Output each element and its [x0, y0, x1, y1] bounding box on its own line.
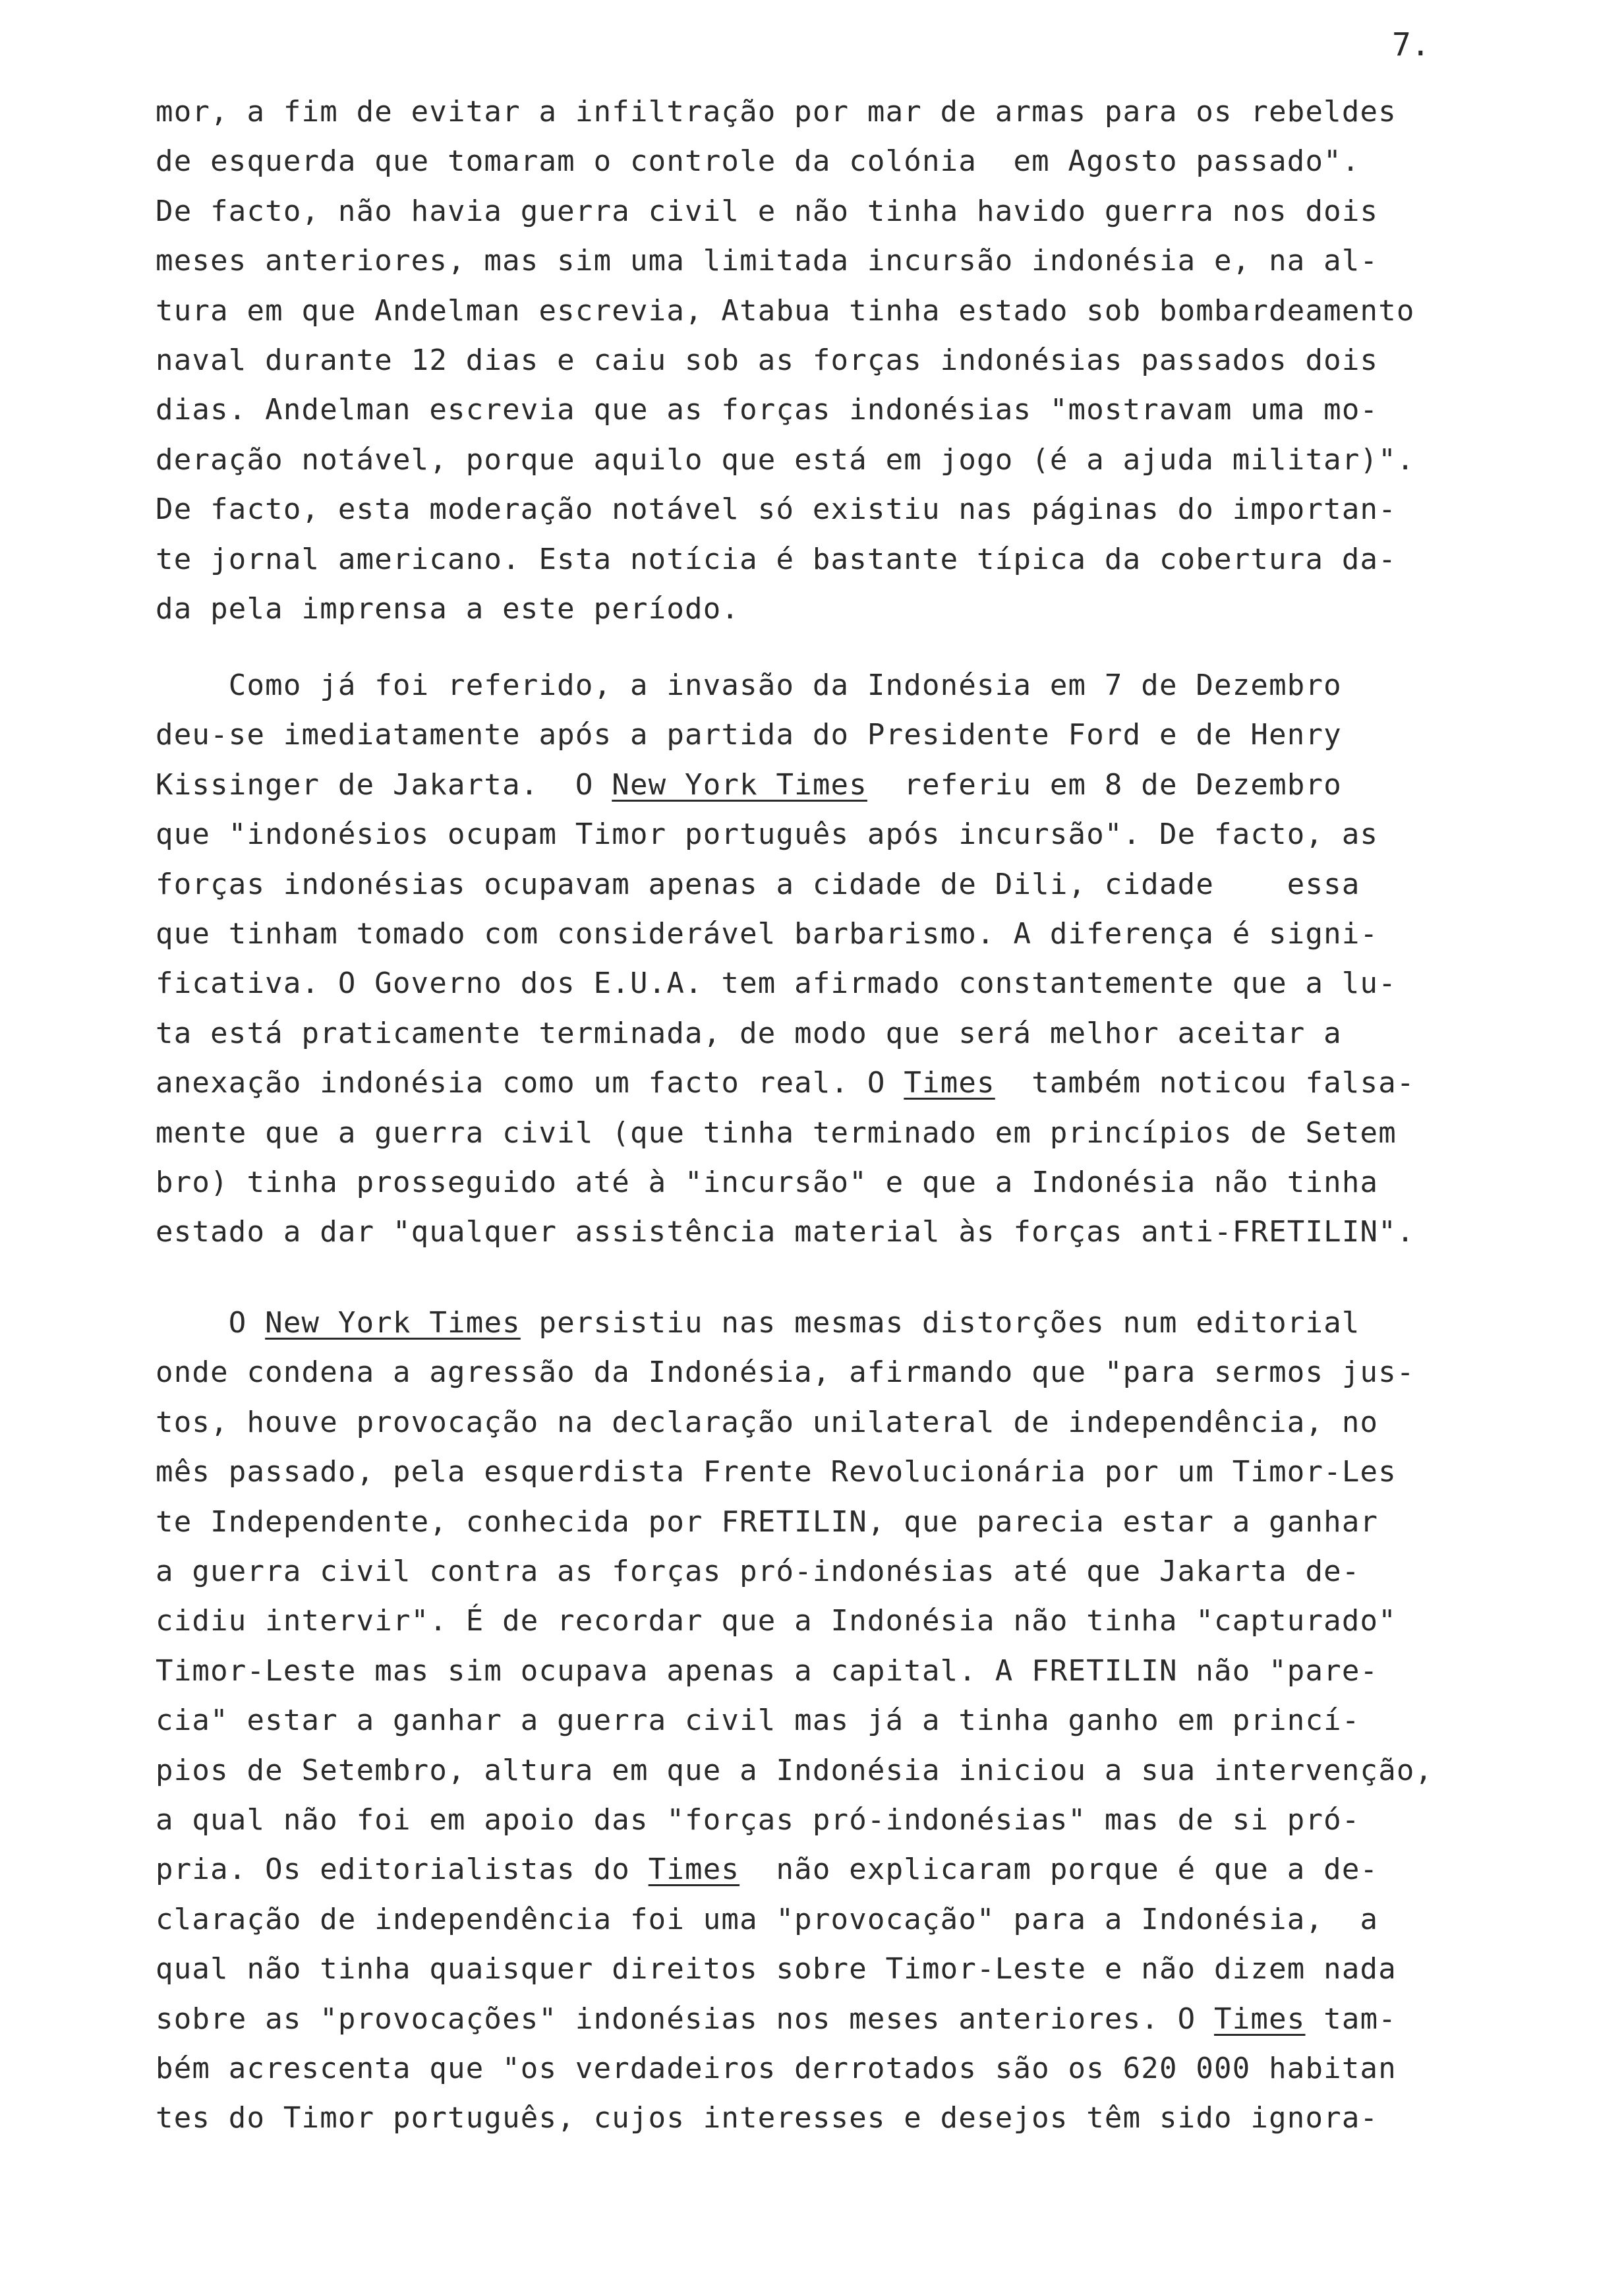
text-segment: anexação indonésia como um facto real. O — [156, 1066, 904, 1100]
text-segment: estado a dar "qualquer assistência material às forças anti-FRETILIN". — [156, 1215, 1415, 1249]
text-line — [156, 1557, 1360, 1586]
text-segment: pios de Setembro, altura em que a Indonésia iniciou a sua intervenção, — [156, 1753, 1434, 1787]
text-segment: dias. Andelman escrevia que as forças indonésias "mostravam uma mo- — [156, 393, 1379, 427]
text-line — [156, 542, 1397, 576]
text-segment: cia" estar a ganhar a guerra civil mas já a tinha ganho em princí- — [156, 1704, 1360, 1738]
text-line — [156, 95, 1397, 129]
text-line — [156, 671, 1342, 700]
text-line — [156, 1704, 1360, 1738]
text-line — [156, 1902, 1379, 1936]
text-line — [156, 144, 1360, 179]
underlined-title: Times — [1214, 2002, 1306, 2036]
text-segment: que "indonésios ocupam Timor português após incursão". De facto, as — [156, 818, 1379, 852]
text-segment: Timor-Leste mas sim ocupava apenas a capital. A FRETILIN não "pare- — [156, 1653, 1379, 1688]
underlined-title: New York Times — [265, 1306, 521, 1340]
text-line — [156, 343, 1379, 377]
text-segment: claração de independência foi uma "provocação" para a Indonésia, a — [156, 1902, 1379, 1936]
underlined-title: Times — [904, 1066, 995, 1100]
text-segment: a qual não foi em apoio das "forças pró-indonésias" mas de si pró- — [156, 1803, 1360, 1837]
text-segment: naval durante 12 dias e caiu sob as forças indonésias passados dois — [156, 343, 1379, 377]
text-line — [156, 2101, 1379, 2135]
text-line — [156, 1455, 1397, 1489]
text-segment: mês passado, pela esquerdista Frente Revolucionária por um Timor-Les — [156, 1455, 1397, 1489]
text-segment: forças indonésias ocupavam apenas a cidade de Dili, cidade essa — [156, 867, 1360, 901]
text-segment: deu-se imediatamente após a partida do Presidente Ford e de Henry — [156, 718, 1342, 752]
text-line — [156, 1405, 1379, 1439]
text-segment: tam- — [1305, 2002, 1397, 2036]
text-line — [156, 293, 1415, 328]
text-segment: onde condena a agressão da Indonésia, afirmando que "para sermos jus- — [156, 1355, 1415, 1390]
text-line — [156, 2002, 1397, 2036]
text-segment: deração notável, porque aquilo que está em jogo (é a ajuda militar)". — [156, 442, 1415, 477]
text-segment: tura em que Andelman escrevia, Atabua tinha estado sob bombardeamento — [156, 293, 1415, 328]
text-segment: De facto, esta moderação notável só existiu nas páginas do importan- — [156, 492, 1397, 527]
text-line — [156, 1168, 1378, 1197]
text-segment: tes do Timor português, cujos interesses e desejos têm sido ignora- — [156, 2101, 1379, 2135]
text-segment: meses anteriores, mas sim uma limitada incursão indonésia e, na al- — [156, 244, 1379, 278]
text-line — [156, 917, 1379, 951]
text-segment: bro) tinha prosseguido até à "incursão" e que a Indonésia não tinha — [156, 1166, 1379, 1199]
text-line — [156, 1504, 1379, 1539]
text-segment: não explicaram porque é que a de- — [740, 1853, 1379, 1887]
text-segment: Como já foi referido, a invasão da Indonésia em 7 de Dezembro — [156, 669, 1342, 702]
text-segment: tos, houve provocação na declaração unilateral de independência, no — [156, 1405, 1379, 1439]
text-line — [156, 1066, 1415, 1100]
text-line — [156, 1215, 1415, 1249]
text-line — [156, 966, 1397, 1001]
text-line — [156, 194, 1379, 228]
text-segment: O — [156, 1306, 266, 1340]
text-segment: mente que a guerra civil (que tinha terminado em princípios de Setem — [156, 1115, 1397, 1150]
text-line — [156, 1803, 1360, 1837]
text-segment: te Independente, conhecida por FRETILIN, que parecia estar a ganhar — [156, 1504, 1379, 1539]
text-line — [156, 1853, 1379, 1887]
underlined-title: New York Times — [612, 767, 867, 802]
text-line — [156, 867, 1360, 901]
text-line — [156, 592, 740, 626]
text-segment: qual não tinha quaisquer direitos sobre Timor-Leste e não dizem nada — [156, 1952, 1397, 1986]
text-segment: referiu em 8 de Dezembro — [867, 767, 1342, 802]
text-segment: ficativa. O Governo dos E.U.A. tem afirmado constantemente que a lu- — [156, 966, 1397, 1001]
text-line — [156, 818, 1379, 852]
underlined-title: Times — [648, 1853, 740, 1887]
text-line — [156, 1653, 1379, 1688]
text-segment: também noticou falsa- — [995, 1066, 1415, 1100]
text-line — [156, 1604, 1397, 1638]
text-segment: a guerra civil contra as forças pró-indonésias até que Jakarta de- — [156, 1555, 1360, 1588]
text-segment: Kissinger de Jakarta. O — [156, 767, 612, 802]
text-line — [156, 393, 1379, 427]
page-number: 7. — [1392, 26, 1430, 63]
text-line — [156, 718, 1342, 752]
text-line — [156, 1016, 1342, 1050]
text-line — [156, 1952, 1397, 1986]
text-segment: da pela imprensa a este período. — [156, 592, 740, 626]
text-segment: de esquerda que tomaram o controle da colónia em Agosto passado". — [156, 144, 1360, 179]
text-segment: mor, a fim de evitar a infiltração por mar de armas para os rebeldes — [156, 95, 1397, 129]
text-line — [156, 492, 1397, 527]
text-segment: que tinham tomado com considerável barbarismo. A diferença é signi- — [156, 917, 1379, 951]
text-line — [156, 1355, 1415, 1390]
text-line — [156, 1115, 1397, 1150]
text-line — [156, 2054, 1397, 2083]
text-line — [156, 442, 1415, 477]
text-segment: De facto, não havia guerra civil e não tinha havido guerra nos dois — [156, 194, 1379, 228]
text-segment: cidiu intervir". É de recordar que a Indonésia não tinha "capturado" — [156, 1604, 1397, 1638]
text-segment: sobre as "provocações" indonésias nos meses anteriores. O — [156, 2002, 1215, 2036]
text-segment: persistiu nas mesmas distorções num editorial — [520, 1306, 1360, 1340]
text-line — [156, 1306, 1360, 1340]
text-line — [156, 244, 1379, 278]
text-segment: bém acrescenta que "os verdadeiros derrotados são os 620 000 habitan — [156, 2052, 1397, 2085]
text-segment: te jornal americano. Esta notícia é bastante típica da cobertura da- — [156, 542, 1397, 576]
text-segment: pria. Os editorialistas do — [156, 1853, 649, 1887]
text-line — [156, 1753, 1434, 1787]
text-line — [156, 767, 1342, 802]
text-segment: ta está praticamente terminada, de modo que será melhor aceitar a — [156, 1016, 1342, 1050]
